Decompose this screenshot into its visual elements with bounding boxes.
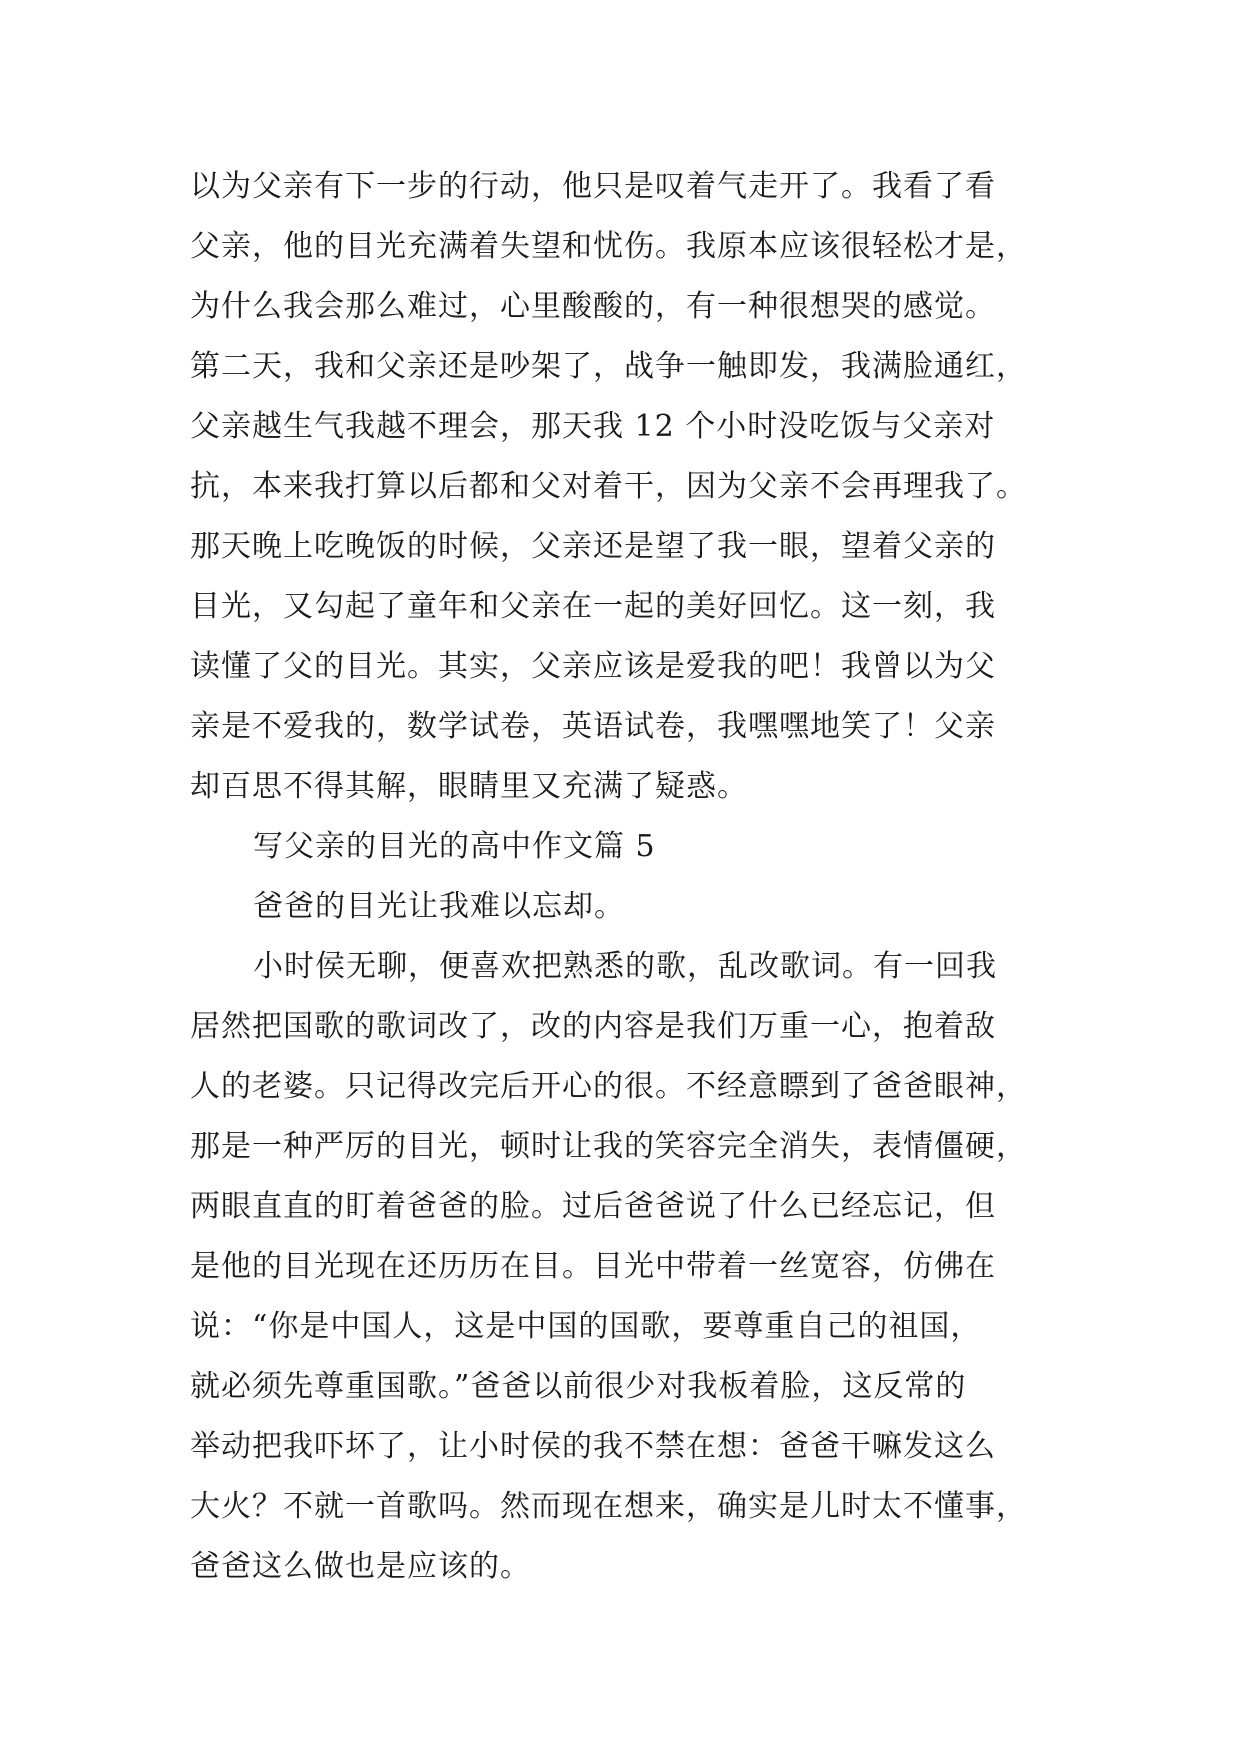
text-line: 两眼直直的盯着爸爸的脸。过后爸爸说了什么已经忘记，但 <box>190 1189 996 1224</box>
text-line: 举动把我吓坏了，让小时侯的我不禁在想：爸爸干嘛发这么 <box>190 1429 996 1464</box>
text-line: 就必须先尊重国歌。”爸爸以前很少对我板着脸，这反常的 <box>190 1369 967 1404</box>
text-line: 居然把国歌的歌词改了，改的内容是我们万重一心，抱着敌 <box>190 1009 996 1044</box>
text-line: 小时侯无聊，便喜欢把熟悉的歌，乱改歌词。有一回我 <box>253 949 997 984</box>
text-line: 那是一种严厉的目光，顿时让我的笑容完全消失，表情僵硬， <box>190 1129 1027 1164</box>
text-line: 爸爸的目光让我难以忘却。 <box>253 889 625 924</box>
text-line: 却百思不得其解，眼睛里又充满了疑惑。 <box>190 769 748 804</box>
text-line: 父亲，他的目光充满着失望和忧伤。我原本应该很轻松才是， <box>190 229 1027 264</box>
text-line: 爸爸这么做也是应该的。 <box>190 1549 531 1584</box>
text-line: 是他的目光现在还历历在目。目光中带着一丝宽容，仿佛在 <box>190 1249 996 1284</box>
text-line: 亲是不爱我的，数学试卷，英语试卷，我嘿嘿地笑了！父亲 <box>190 709 996 744</box>
text-line: 读懂了父的目光。其实，父亲应该是爱我的吧！我曾以为父 <box>190 649 996 684</box>
text-line: 父亲越生气我越不理会，那天我 12 个小时没吃饭与父亲对 <box>190 409 996 444</box>
text-line: 大火？不就一首歌吗。然而现在想来，确实是儿时太不懂事， <box>190 1489 1027 1524</box>
text-line: 说：“你是中国人，这是中国的国歌，要尊重自己的祖国， <box>190 1309 982 1344</box>
text-line: 第二天，我和父亲还是吵架了，战争一触即发，我满脸通红， <box>190 349 1027 384</box>
text-line: 为什么我会那么难过，心里酸酸的，有一种很想哭的感觉。 <box>190 289 996 324</box>
text-line: 人的老婆。只记得改完后开心的很。不经意瞟到了爸爸眼神， <box>190 1069 1027 1104</box>
text-line: 抗，本来我打算以后都和父对着干，因为父亲不会再理我了。 <box>190 469 1027 504</box>
section-heading: 写父亲的目光的高中作文篇 5 <box>253 829 656 864</box>
text-line: 那天晚上吃晚饭的时候，父亲还是望了我一眼，望着父亲的 <box>190 529 996 564</box>
text-line: 目光，又勾起了童年和父亲在一起的美好回忆。这一刻，我 <box>190 589 996 624</box>
text-line: 以为父亲有下一步的行动，他只是叹着气走开了。我看了看 <box>190 169 996 204</box>
